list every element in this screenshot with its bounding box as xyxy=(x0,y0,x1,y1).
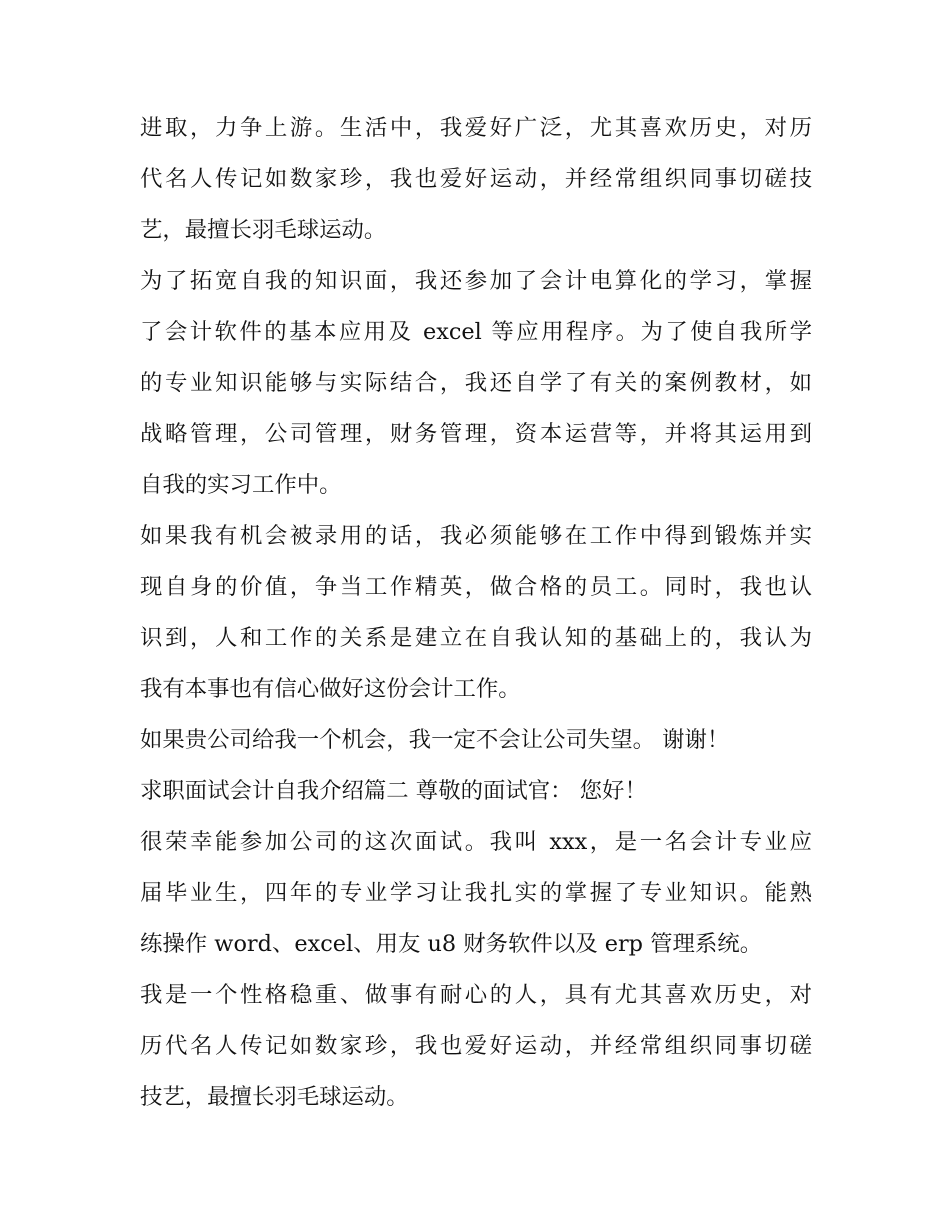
text-line: 如果我有机会被录用的话，我必须能够在工作中得到锻炼并实 xyxy=(140,523,812,549)
text-line: 很荣幸能参加公司的这次面试。我叫 xxx，是一名会计专业应 xyxy=(140,829,812,855)
text-line: 战略管理，公司管理，财务管理，资本运营等，并将其运用到 xyxy=(140,421,812,447)
text-line: 历代名人传记如数家珍，我也爱好运动，并经常组织同事切磋 xyxy=(140,1033,812,1059)
text-line: 识到，人和工作的关系是建立在自我认知的基础上的，我认为 xyxy=(140,625,812,651)
text-line: 技艺，最擅长羽毛球运动。 xyxy=(140,1084,409,1110)
paragraph xyxy=(140,103,812,256)
paragraph xyxy=(140,511,812,715)
section-heading xyxy=(140,766,812,817)
text-line: 如果贵公司给我一个机会，我一定不会让公司失望。 谢谢！ xyxy=(140,727,730,753)
text-line: 我是一个性格稳重、做事有耐心的人，具有尤其喜欢历史，对 xyxy=(140,982,812,1008)
paragraph xyxy=(140,970,812,1123)
text-line: 求职面试会计自我介绍篇二 尊敬的面试官： 您好！ xyxy=(140,778,647,804)
text-line: 届毕业生，四年的专业学习让我扎实的掌握了专业知识。能熟 xyxy=(140,880,812,906)
text-line: 练操作 word、excel、用友 u8 财务软件以及 erp 管理系统。 xyxy=(140,931,763,957)
text-line: 的专业知识能够与实际结合，我还自学了有关的案例教材，如 xyxy=(140,370,812,396)
paragraph xyxy=(140,715,812,766)
text-line: 自我的实习工作中。 xyxy=(140,472,342,498)
text-line: 为了拓宽自我的知识面，我还参加了会计电算化的学习，掌握 xyxy=(140,268,812,294)
text-line: 我有本事也有信心做好这份会计工作。 xyxy=(140,676,521,702)
text-line: 进取，力争上游。生活中，我爱好广泛，尤其喜欢历史，对历 xyxy=(140,115,812,141)
paragraph xyxy=(140,256,812,511)
text-line: 代名人传记如数家珍，我也爱好运动，并经常组织同事切磋技 xyxy=(140,166,812,192)
text-line: 现自身的价值，争当工作精英，做合格的员工。同时，我也认 xyxy=(140,574,812,600)
text-line: 艺，最擅长羽毛球运动。 xyxy=(140,217,387,243)
document-body xyxy=(140,103,812,1123)
paragraph xyxy=(140,817,812,970)
text-line: 了会计软件的基本应用及 excel 等应用程序。为了使自我所学 xyxy=(140,319,812,345)
